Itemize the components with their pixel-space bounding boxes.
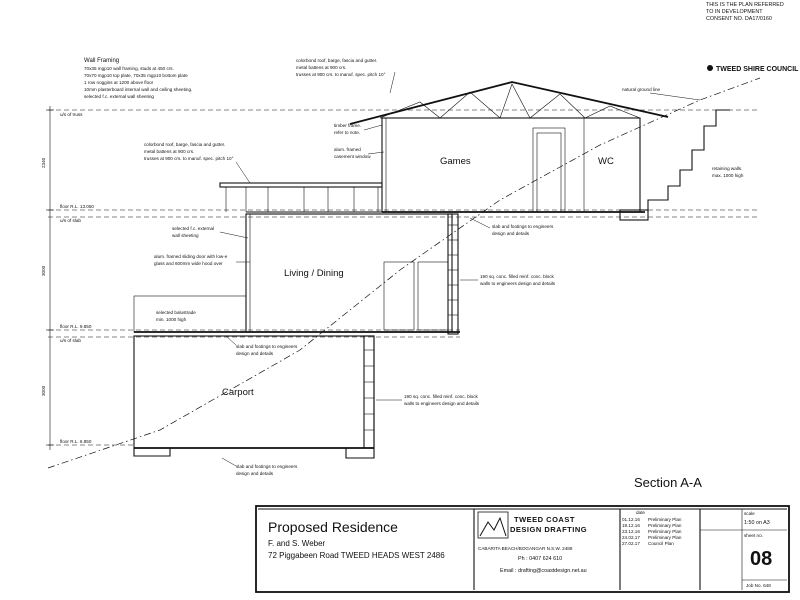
dimension-upper: 2340 xyxy=(41,157,46,168)
approval-line-1: THIS IS THE PLAN REFERRED xyxy=(706,2,784,8)
svg-text:190 sq. conc. filled reinf. co: 190 sq. conc. filled reinf. conc. block xyxy=(480,274,554,279)
sheet-number: 08 xyxy=(750,548,773,570)
roof-note-line: metal battens at 900 crs. xyxy=(296,65,347,70)
revision-desc: Council Plan xyxy=(648,541,674,546)
level-us-truss: u/s of truss xyxy=(60,112,83,117)
annotation-timber-frame xyxy=(334,123,382,135)
sheet-label: sheet no. xyxy=(744,533,763,538)
level-floor-mid: floor R.L. 9.850 xyxy=(60,324,92,329)
natural-ground-line xyxy=(48,78,760,468)
svg-text:190 sq. conc. filled reinf. co: 190 sq. conc. filled reinf. conc. block xyxy=(404,394,478,399)
annotation-slab-mid xyxy=(226,336,298,356)
wall-framing-heading: Wall Framing xyxy=(84,58,120,64)
svg-text:design and details: design and details xyxy=(236,471,274,476)
section-title: Section A-A xyxy=(634,475,702,490)
annotation-block-lower xyxy=(376,394,480,406)
annotation-block-upper xyxy=(460,274,556,286)
svg-text:retaining walls.: retaining walls. xyxy=(712,166,743,171)
revision-date: 23.12.16 xyxy=(622,529,640,534)
svg-text:slab and footings to engineers: slab and footings to engineers xyxy=(236,344,298,349)
natural-ground-note: natural ground line xyxy=(622,87,661,92)
svg-text:slab and footings to engineers: slab and footings to engineers xyxy=(236,464,298,469)
client-name: F. and S. Weber xyxy=(268,539,326,548)
revision-desc: Preliminary Plan xyxy=(648,517,682,522)
roof-note-top xyxy=(296,58,395,93)
room-carport: Carport xyxy=(222,387,254,398)
svg-text:glass and 600mm wide hood over: glass and 600mm wide hood over xyxy=(154,261,223,266)
svg-text:metal battens at 900 crs.: metal battens at 900 crs. xyxy=(144,149,195,154)
approval-stamp xyxy=(706,2,784,22)
revision-date: 24.02.17 xyxy=(622,535,640,540)
room-living-dining: Living / Dining xyxy=(284,268,344,279)
job-number: Job No. 648 xyxy=(746,583,771,588)
dimension-line xyxy=(41,106,54,450)
level-floor-upper: floor R.L. 13.050 xyxy=(60,204,94,209)
revision-desc: Preliminary Plan xyxy=(648,523,682,528)
wall-framing-line: 1 row noggins at 1200 above floor xyxy=(84,80,154,85)
firm-line-2: DESIGN DRAFTING xyxy=(510,525,588,534)
upper-deck xyxy=(220,183,382,212)
svg-text:design and details: design and details xyxy=(492,231,530,236)
svg-text:walls to engineers design and: walls to engineers design and details xyxy=(480,281,556,286)
firm-line-1: TWEED COAST xyxy=(514,515,575,524)
date-header: date xyxy=(636,510,645,515)
svg-text:design and details: design and details xyxy=(236,351,274,356)
revision-desc: Preliminary Plan xyxy=(648,529,682,534)
roof-note-line: trusses at 900 crs. to manuf. spec. pitch 10° xyxy=(296,72,386,77)
approval-line-3: CONSENT NO. DA17/0160 xyxy=(706,16,772,22)
svg-text:wall sheeting: wall sheeting xyxy=(172,233,199,238)
upper-level xyxy=(350,82,730,220)
wall-framing-note xyxy=(84,58,192,99)
annotation-slab-lower xyxy=(222,458,298,476)
annotation-casement xyxy=(334,147,384,159)
svg-text:casement window: casement window xyxy=(334,154,371,159)
svg-text:alum. framed sliding door with: alum. framed sliding door with low-e xyxy=(154,254,228,259)
level-floor-lower: floor R.L. 6.850 xyxy=(60,439,92,444)
annotation-retaining xyxy=(712,166,744,178)
project-title: Proposed Residence xyxy=(268,519,398,535)
council-logo-text: TWEED SHIRE COUNCIL xyxy=(716,66,799,73)
svg-text:max. 1000 high: max. 1000 high xyxy=(712,173,744,178)
level-us-slab-mid: u/s of slab xyxy=(60,338,81,343)
svg-text:trusses at 900 crs. to manuf.: trusses at 900 crs. to manuf. spec. pitch 10° xyxy=(144,156,234,161)
revision-desc: Preliminary Plan xyxy=(648,535,682,540)
svg-text:slab and footings to engineers: slab and footings to engineers xyxy=(492,224,554,229)
council-logo xyxy=(707,65,799,73)
annotation-slab-upper xyxy=(470,218,554,236)
svg-text:selected balustrade: selected balustrade xyxy=(156,310,196,315)
revision-date: 19.12.16 xyxy=(622,523,640,528)
svg-text:colorbond roof, barge, fascia: colorbond roof, barge, fascia and gutter. xyxy=(144,142,226,147)
title-block xyxy=(256,506,789,592)
room-games: Games xyxy=(440,156,471,167)
annotation-balustrade xyxy=(156,310,196,322)
firm-email: Email : drafting@coastdesign.net.au xyxy=(500,568,587,574)
dimension-lower: 3000 xyxy=(41,385,46,396)
scale-value: 1:50 on A3 xyxy=(744,520,770,526)
firm-locality: CABARITA BEACH/BOGANGAR N.S.W. 2488 xyxy=(478,546,573,551)
revision-date: 01.12.16 xyxy=(622,517,640,522)
svg-text:walls to engineers design and: walls to engineers design and details xyxy=(404,401,480,406)
revision-date: 27.02.17 xyxy=(622,541,640,546)
approval-line-2: TO IN DEVELOPMENT xyxy=(706,9,763,15)
svg-text:alum. framed: alum. framed xyxy=(334,147,361,152)
svg-text:refer to note.: refer to note. xyxy=(334,130,361,135)
level-us-slab-upper: u/s of slab xyxy=(60,218,81,223)
wall-framing-line: selected f.c. external wall sheeting xyxy=(84,94,154,99)
firm-phone: Ph : 0407 624 610 xyxy=(518,556,563,562)
svg-text:timber frame.: timber frame. xyxy=(334,123,362,128)
project-address: 72 Piggabeen Road TWEED HEADS WEST 2486 xyxy=(268,551,445,560)
annotation-fc-sheeting xyxy=(172,226,248,238)
wall-framing-line: 70x35 mgp10 wall framing, studs at 450 crs. xyxy=(84,66,174,71)
svg-text:min. 1000 high: min. 1000 high xyxy=(156,317,187,322)
firm-logo xyxy=(478,512,587,538)
dimension-mid: 3000 xyxy=(41,265,46,276)
svg-text:selected f.c. external: selected f.c. external xyxy=(172,226,215,231)
annotation-roof-mid xyxy=(144,142,250,183)
annotation-sliding-door xyxy=(154,254,250,266)
wall-framing-line: 70x70 mgp10 top plate, 70x35 mgp10 bottom plate xyxy=(84,73,188,78)
roof-note-line: colorbond roof, barge, fascia and gutter. xyxy=(296,58,378,63)
room-wc: WC xyxy=(598,156,614,167)
wall-framing-line: 10mm plasterboard internal wall and ceiling sheeting. xyxy=(84,87,193,92)
scale-label: scale xyxy=(744,511,755,516)
